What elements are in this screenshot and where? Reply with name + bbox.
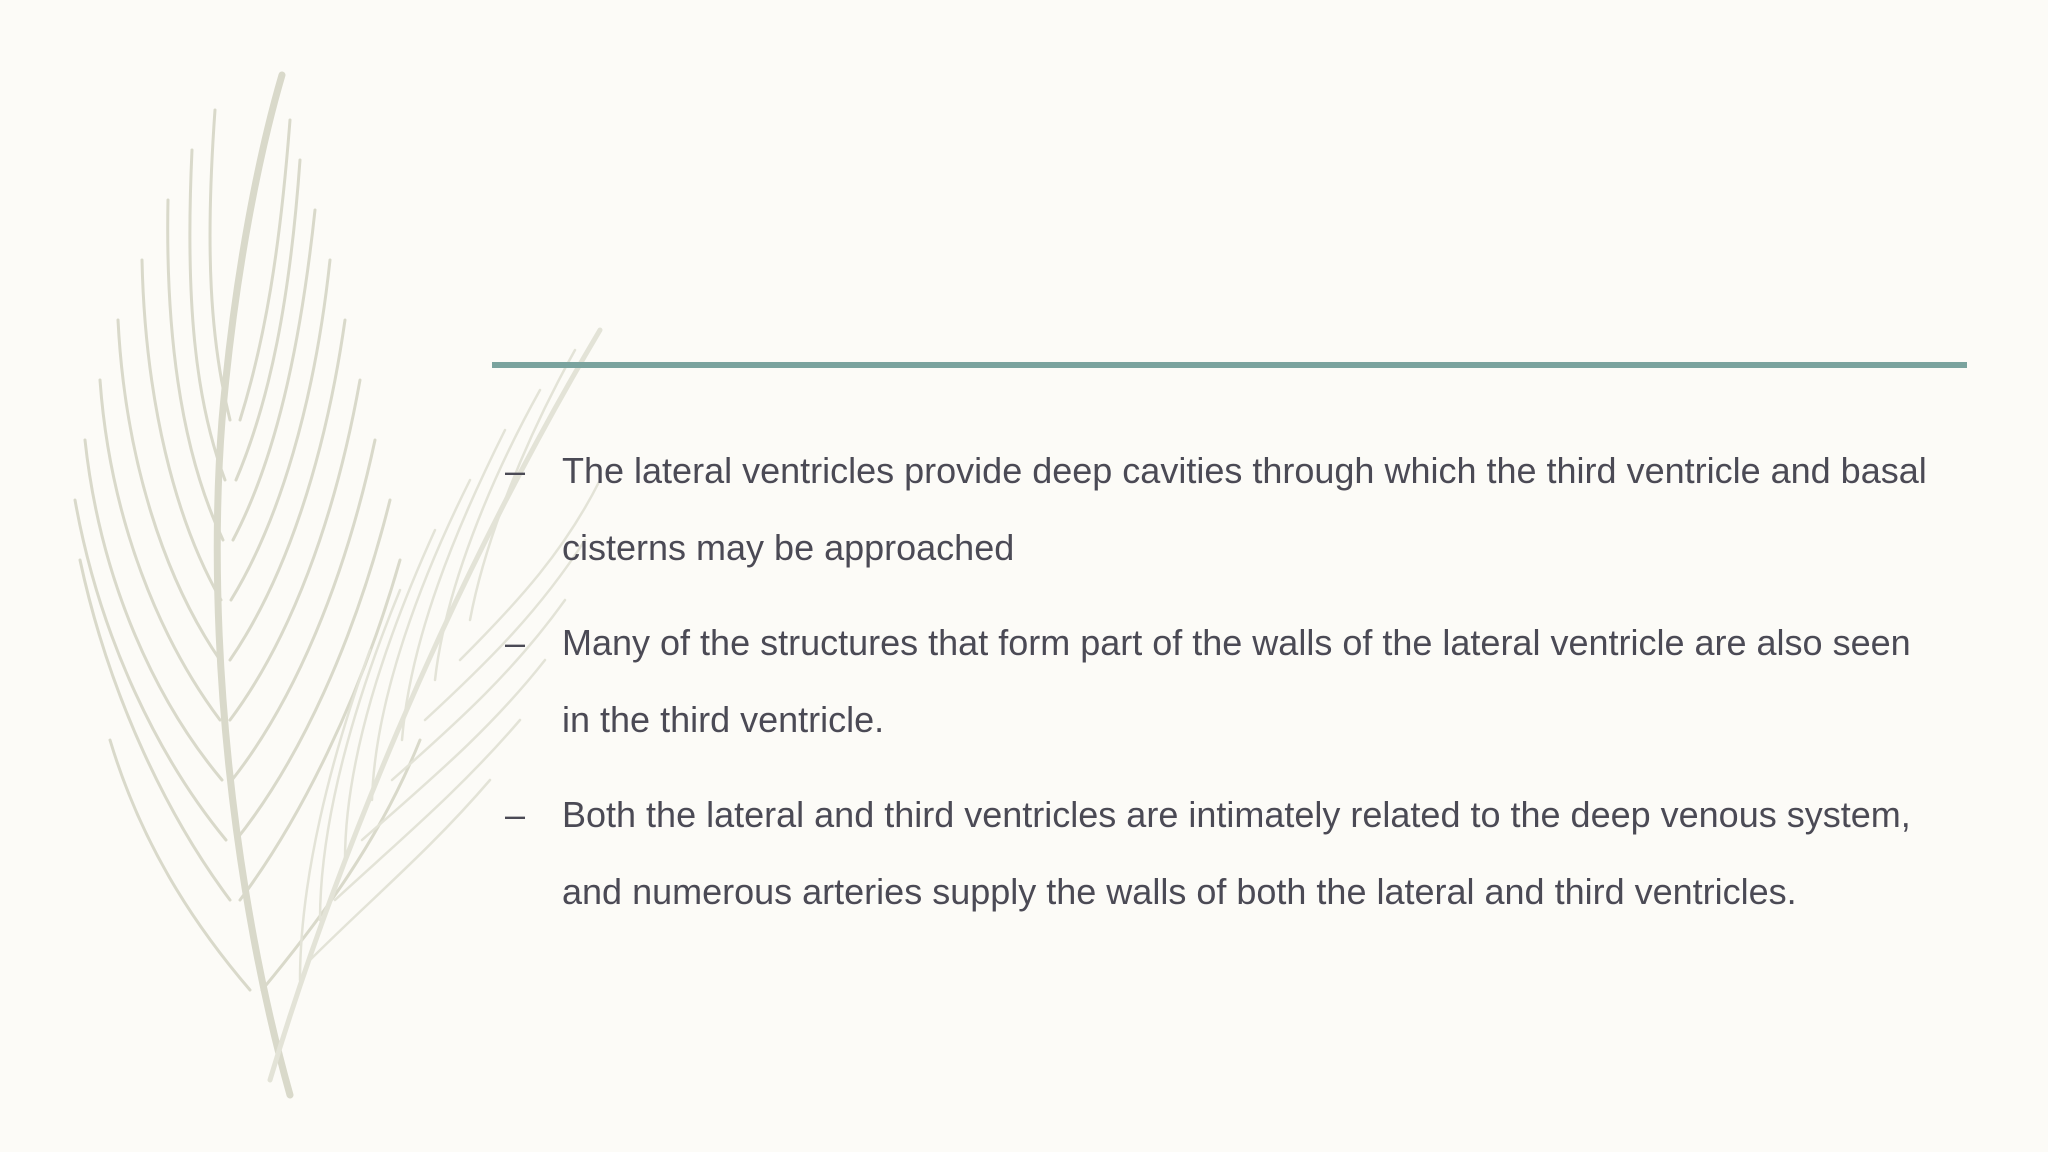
bullet-text: Both the lateral and third ventricles are intimately related to the deep venous system, and numerous arteries supply the walls of both the lateral and third ventricles.	[562, 794, 1911, 912]
bullet-dash: –	[505, 622, 526, 663]
bullet-item	[505, 432, 1935, 586]
bullet-item	[505, 776, 1935, 930]
bullet-dash: –	[505, 450, 526, 491]
bullet-text: Many of the structures that form part of the walls of the lateral ventricle are also seen in the third ventricle.	[562, 622, 1911, 740]
bullet-list	[505, 432, 1935, 948]
accent-divider	[492, 362, 1967, 368]
large-feather	[75, 75, 420, 1095]
bullet-item	[505, 604, 1935, 758]
bullet-dash: –	[505, 794, 526, 835]
bullet-text: The lateral ventricles provide deep cavities through which the third ventricle and basal cisterns may be approached	[562, 450, 1927, 568]
